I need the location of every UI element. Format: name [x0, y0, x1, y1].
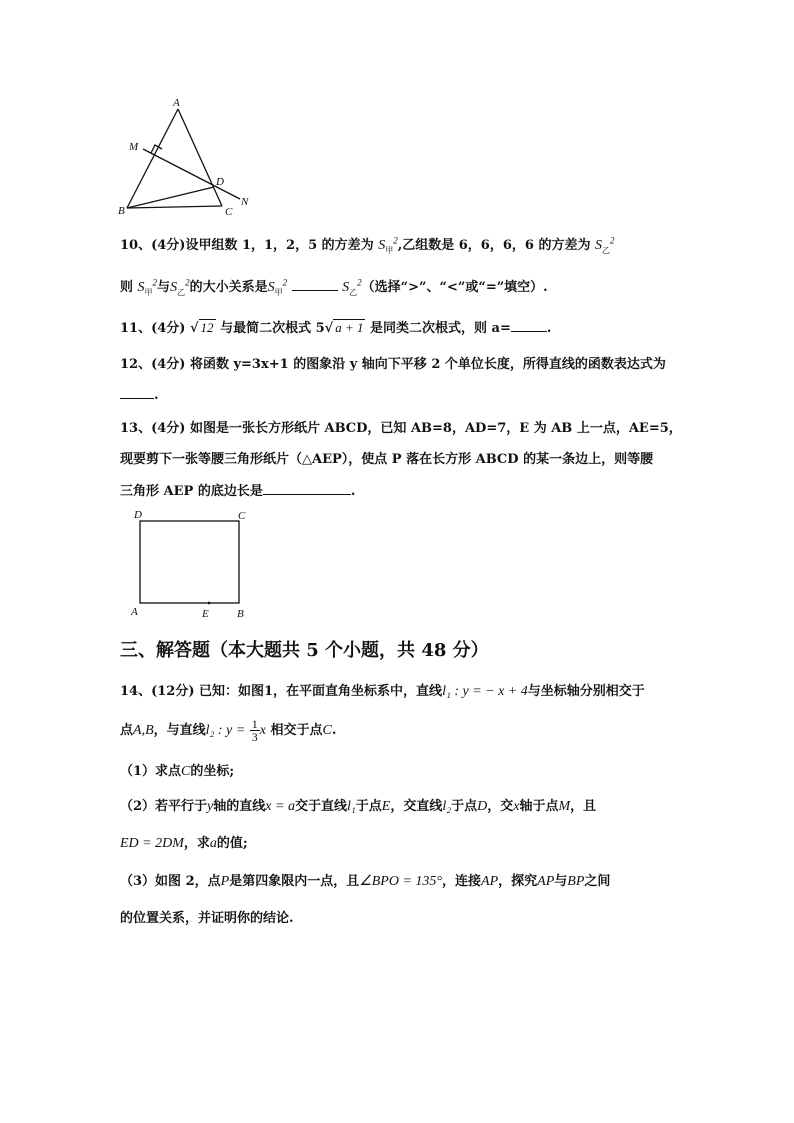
q10-line1: 10、(4分)设甲组数 1，1，2，5 的方差为 $S_甲^2$,乙组数是 6，6，6，6 的方差为 $S_乙^2$: [120, 235, 615, 255]
triangle-figure: [110, 95, 260, 220]
q14-part1: （1）求点C的坐标;: [120, 764, 235, 779]
label-B2: B: [237, 608, 244, 620]
q14-line2: 点A,B，与直线l₂ : y = $\frac{1}{3}$ x 相交于点C.: [120, 717, 337, 744]
sqrt-a-plus-1: √ a + 1: [324, 320, 364, 336]
answer-blank-q12[interactable]: [120, 386, 154, 399]
s-yi-symbol: $S_乙^2$: [595, 235, 615, 255]
q13-line2: 现要剪下一张等腰三角形纸片（△AEP），使点 P 落在长方形 ABCD 的某一条边上，则等腰: [120, 452, 654, 467]
q14-part3-line1: （3）如图 2，点P是第四象限内一点，且∠BPO = 135°，连接AP，探究AP与BP之间: [120, 874, 611, 889]
s-jia-symbol: $S_甲^2$: [378, 235, 398, 255]
q14-part3-line2: 的位置关系，并证明你的结论.: [120, 911, 294, 926]
label-C2: C: [238, 510, 246, 522]
q12-line1: 12、(4分) 将函数 y=3x+1 的图象沿 y 轴向下平移 2 个单位长度，所得直线的函数表达式为: [120, 357, 666, 372]
label-C: C: [225, 206, 233, 218]
q13-line3: 三角形 AEP 的底边长是 .: [120, 484, 356, 499]
label-E2: E: [202, 608, 209, 620]
label-A: A: [173, 97, 180, 109]
fraction-one-third: $\frac{1}{3}$: [251, 717, 258, 744]
label-M: M: [129, 141, 139, 153]
q13-line1: 13、(4分) 如图是一张长方形纸片 ABCD，已知 AB=8，AD=7，E 为 AB 上一点，AE=5，: [120, 421, 682, 436]
label-B: B: [118, 205, 125, 217]
sqrt-12: √ 12: [189, 320, 214, 336]
label-D: D: [216, 176, 224, 188]
l2-equation: l₂ : y =: [205, 723, 246, 738]
q10-line2: 则 $S_甲^2$与$S_乙^2$的大小关系是$S_甲^2$ $S_乙^2$（选择“>”、“<”或“=”填空）.: [120, 277, 548, 297]
answer-blank-q13[interactable]: [263, 482, 351, 495]
q11-line: 11、(4分) √ 12 与最简二次根式 5√ a + 1 是同类二次根式，则 a= .: [120, 320, 552, 336]
l1-equation: l₁ : y = − x + 4: [442, 684, 528, 699]
answer-blank-q11[interactable]: [511, 319, 547, 332]
q14-part2-line2: ED = 2DM，求a的值;: [120, 836, 248, 851]
q12-line2: .: [120, 386, 159, 403]
rectangle-figure: [128, 505, 258, 623]
answer-blank-q10[interactable]: [292, 278, 338, 291]
label-N: N: [241, 196, 249, 208]
section-title: 三、解答题（本大题共 5 个小题，共 48 分）: [120, 640, 489, 661]
label-D2: D: [134, 509, 142, 521]
label-A2: A: [131, 606, 138, 618]
q14-part2-line1: （2）若平行于y轴的直线x = a交于直线l₁于点E，交直线l₂于点D，交x轴于点M，且: [120, 799, 597, 814]
q14-line1: 14、(12分) 已知：如图1，在平面直角坐标系中，直线l₁ : y = − x + 4与坐标轴分别相交于: [120, 684, 645, 699]
